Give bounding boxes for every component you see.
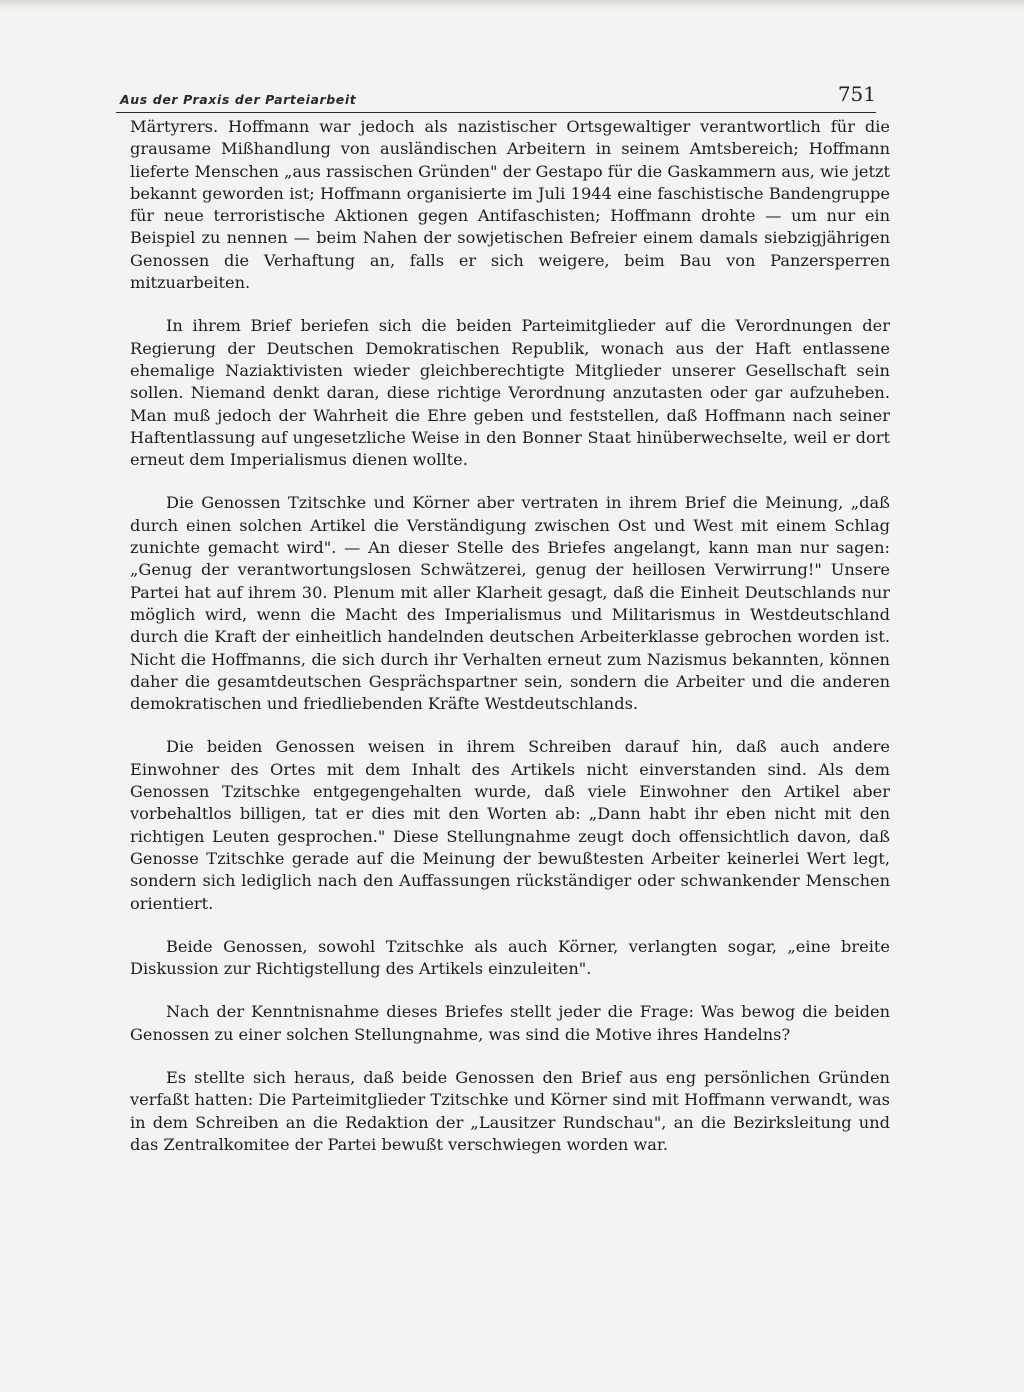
page-header bbox=[120, 78, 890, 112]
paragraph-3: Die Genossen Tzitschke und Körner aber vertraten in ihrem Brief die Meinung, „daß durch einen solchen Artikel die Verständigung zwischen Ost und West mit einem Schlag zunichte gemacht wird". — An dieser Stelle des Briefes angelangt, kann man nur sagen: „Genug der verantwortungslosen Schwätzerei, genug der heillosen Verwirrung!" Unsere Partei hat auf ihrem 30. Plenum mit aller Klarheit gesagt, daß die Einheit Deutschlands nur möglich wird, wenn die Macht des Imperialismus und Militarismus in Westdeutschland durch die Kraft der einheitlich handelnden deutschen Arbeiterklasse gebrochen worden ist. Nicht die Hoffmanns, die sich durch ihr Verhalten erneut zum Nazismus bekannten, können daher die gesamtdeutschen Gesprächspartner sein, sondern die Arbeiter und die anderen demokratischen und friedliebenden Kräfte Westdeutschlands. bbox=[130, 493, 890, 714]
document-page bbox=[120, 78, 890, 1177]
paragraph-4: Die beiden Genossen weisen in ihrem Schreiben darauf hin, daß auch andere Einwohner des Ortes mit dem Inhalt des Artikels nicht einverstanden sind. Als dem Genossen Tzitschke entgegengehalten wurde, daß viele Einwohner den Artikel aber vorbehaltlos billigen, tat er dies mit den Worten ab: „Dann habt ihr eben nicht mit den richtigen Leuten gesprochen." Diese Stellungnahme zeugt doch offensichtlich davon, daß Genosse Tzitschke gerade auf die Meinung der bewußtesten Arbeiter keinerlei Wert legt, sondern sich lediglich nach den Auffassungen rückständiger oder schwankender Menschen orientiert. bbox=[130, 737, 890, 913]
body-text bbox=[130, 116, 890, 1156]
paragraph-7: Es stellte sich heraus, daß beide Genossen den Brief aus eng persönlichen Gründen verfaßt hatten: Die Parteimitglieder Tzitschke und Körner sind mit Hoffmann verwandt, was in dem Schreiben an die Redaktion der „Lausitzer Rundschau", an die Bezirksleitung und das Zentralkomitee der Partei bewußt verschwiegen worden war. bbox=[130, 1067, 890, 1154]
paragraph-5: Beide Genossen, sowohl Tzitschke als auch Körner, verlangten sogar, „eine breite Diskussion zur Richtigstellung des Artikels einzuleiten". bbox=[130, 936, 890, 979]
paragraph-6: Nach der Kenntnisnahme dieses Briefes stellt jeder die Frage: Was bewog die beiden Genossen zu einer solchen Stellungnahme, was sind die Motive ihres Handelns? bbox=[130, 1002, 890, 1044]
paragraph-2: In ihrem Brief beriefen sich die beiden Parteimitglieder auf die Verordnungen der Regierung der Deutschen Demokratischen Republik, wonach aus der Haft entlassene ehemalige Naziaktivisten wieder gleichberechtigte Mitglieder unserer Gesellschaft sein sollen. Niemand denkt daran, diese richtige Verordnung anzutasten oder gar aufzuheben. Man muß jedoch der Wahrheit die Ehre geben und feststellen, daß Hoffmann nach seiner Haftentlassung auf ungesetzliche Weise in den Bonner Staat hinüberwechselte, weil er dort erneut dem Imperialismus dienen wollte. bbox=[130, 316, 890, 470]
page-number: 751 bbox=[837, 82, 876, 106]
running-head: Aus der Praxis der Parteiarbeit bbox=[120, 92, 357, 107]
header-rule bbox=[116, 112, 876, 113]
scan-edge bbox=[0, 0, 1024, 10]
paragraph-1: Märtyrers. Hoffmann war jedoch als nazistischer Ortsgewaltiger verantwortlich für die grausame Mißhandlung von ausländischen Arbeitern in seinem Amtsbereich; Hoffmann lieferte Menschen „aus rassischen Gründen" der Gestapo für die Gaskammern aus, wie jetzt bekannt geworden ist; Hoffmann organisierte im Juli 1944 eine faschistische Bandengruppe für neue terroristische Aktionen gegen Antifaschisten; Hoffmann drohte — um nur ein Beispiel zu nennen — beim Nahen der sowjetischen Befreier einem damals siebzigjährigen Genossen die Verhaftung an, falls er sich weigere, beim Bau von Panzersperren mitzuarbeiten. bbox=[130, 117, 890, 293]
